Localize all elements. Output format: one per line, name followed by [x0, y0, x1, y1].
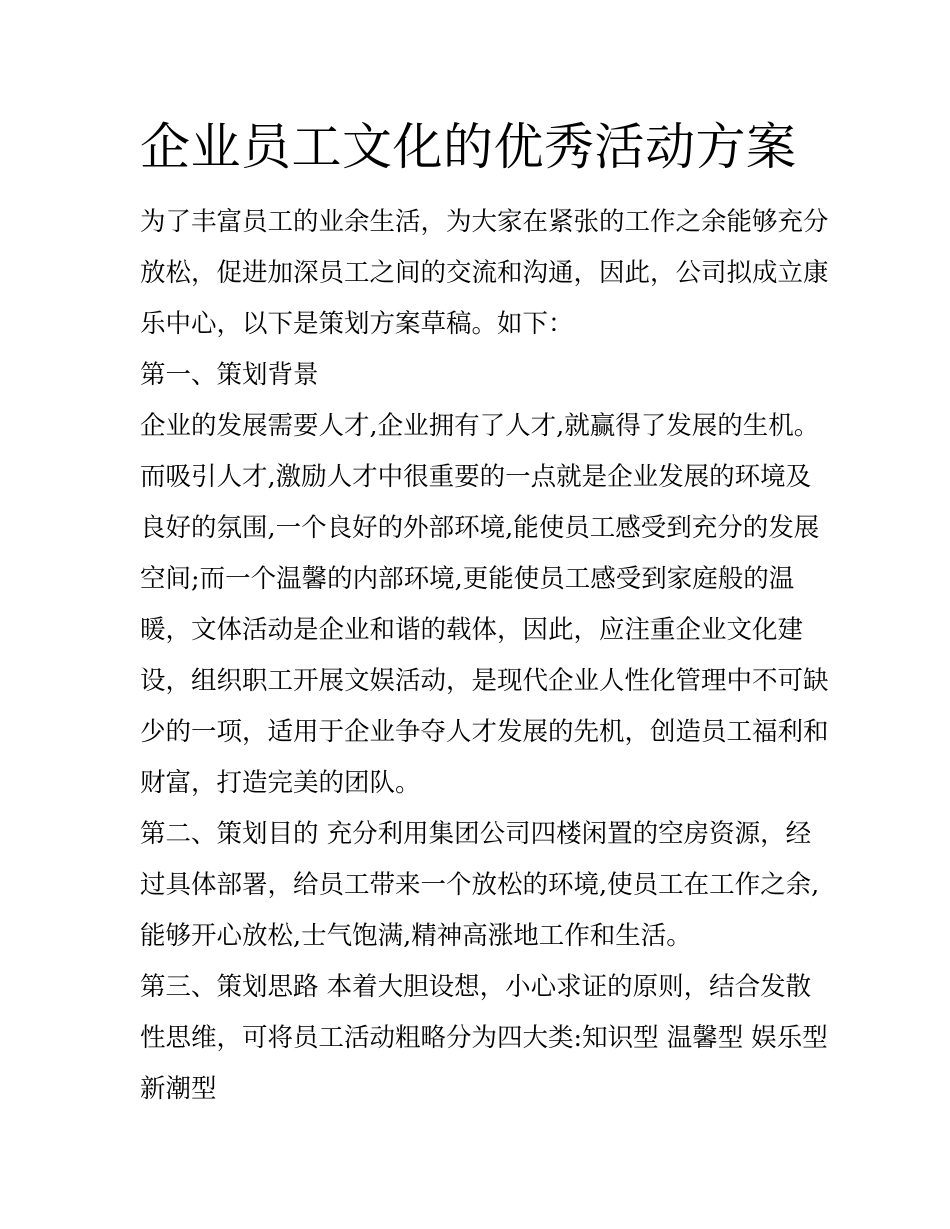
body-line: 设，组织职工开展文娱活动，是现代企业人性化管理中不可缺 — [140, 666, 829, 696]
body-line: 过具体部署，给员工带来一个放松的环境,使员工在工作之余, — [140, 870, 820, 900]
section-purpose-line: 第二、策划目的 充分利用集团公司四楼闲置的空房资源，经 — [140, 819, 812, 849]
body-line: 为了丰富员工的业余生活，为大家在紧张的工作之余能够充分 — [140, 207, 829, 237]
body-line: 放松，促进加深员工之间的交流和沟通，因此，公司拟成立康 — [140, 258, 829, 288]
section-heading-background: 第一、策划背景 — [140, 360, 319, 390]
body-line: 企业的发展需要人才,企业拥有了人才,就赢得了发展的生机。 — [140, 411, 820, 441]
body-line: 乐中心，以下是策划方案草稿。如下： — [140, 309, 574, 339]
body-line: 财富，打造完美的团队。 — [140, 768, 421, 798]
body-line: 空间;而一个温馨的内部环境,更能使员工感受到家庭般的温 — [140, 564, 795, 594]
body-line: 少的一项，适用于企业争夺人才发展的先机，创造员工福利和 — [140, 717, 829, 747]
body-line: 新潮型 — [140, 1074, 217, 1104]
body-line: 性思维，可将员工活动粗略分为四大类:知识型 温馨型 娱乐型 — [140, 1023, 828, 1053]
document-body — [140, 199, 829, 1117]
body-line: 暖，文体活动是企业和谐的载体，因此，应注重企业文化建 — [140, 615, 804, 645]
section-approach-line: 第三、策划思路 本着大胆设想，小心求证的原则，结合发散 — [140, 972, 812, 1002]
body-line: 能够开心放松,士气饱满,精神高涨地工作和生活。 — [140, 921, 692, 951]
body-line: 良好的氛围,一个良好的外部环境,能使员工感受到充分的发展 — [140, 513, 820, 543]
document-title: 企业员工文化的优秀活动方案 — [140, 118, 797, 176]
body-line: 而吸引人才,激励人才中很重要的一点就是企业发展的环境及 — [140, 462, 812, 492]
